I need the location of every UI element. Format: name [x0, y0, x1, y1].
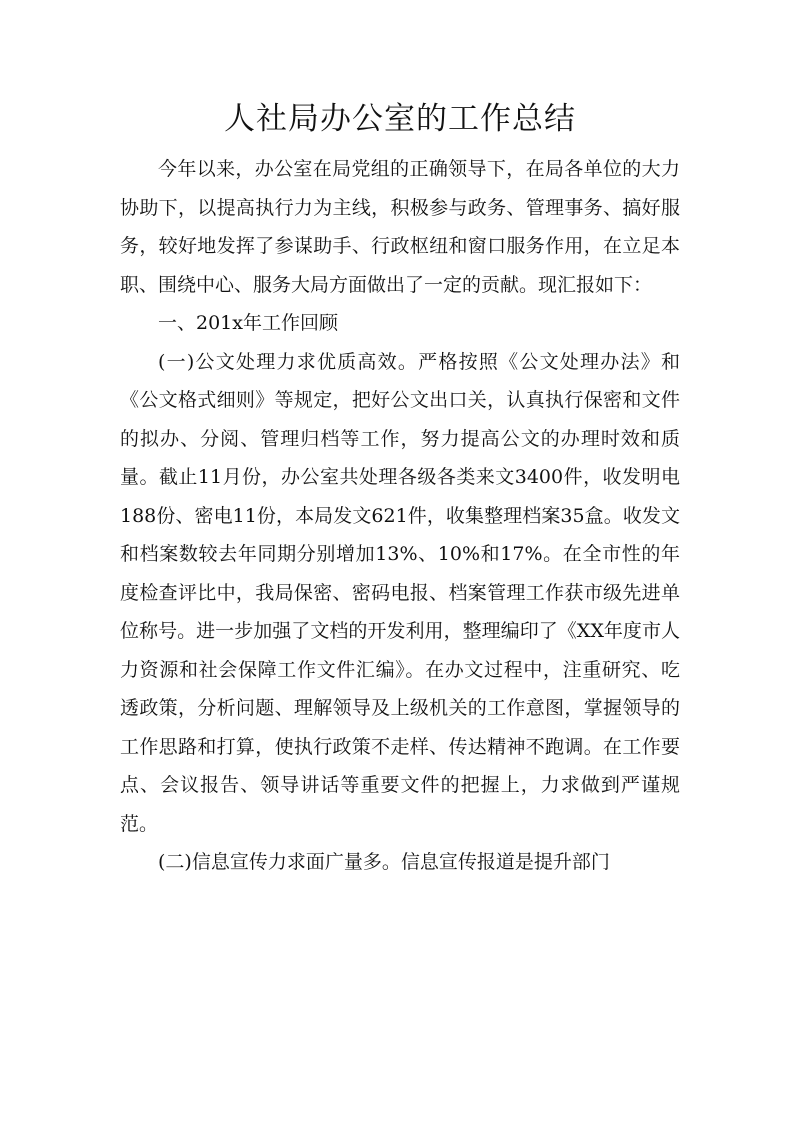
subsection-paragraph-2: (二)信息宣传力求面广量多。信息宣传报道是提升部门	[158, 851, 610, 873]
document-title: 人社局办公室的工作总结	[224, 101, 576, 137]
document-body	[120, 150, 680, 882]
subsection-paragraph-1: (一)公文处理力求优质高效。严格按照《公文处理办法》和《公文格式细则》等规定，把好公文出口关，认真执行保密和文件的拟办、分阅、管理归档等工作，努力提高公文的办理时效和质量。截止11月份，办公室共处理各级各类来文3400件，收发明电188份、密电11份，本局发文621件，收集整理档案35盒。收发文和档案数较去年同期分别增加13%、10%和17%。在全市性的年度检查评比中，我局保密、密码电报、档案管理工作获市级先进单位称号。进一步加强了文档的开发利用，整理编印了《XX年度市人力资源和社会保障工作文件汇编》。在办文过程中，注重研究、吃透政策，分析问题、理解领导及上级机关的工作意图，掌握领导的工作思路和打算，使执行政策不走样、传达精神不跑调。在工作要点、会议报告、领导讲话等重要文件的把握上，力求做到严谨规范。	[120, 350, 680, 835]
section-heading: 一、201x年工作回顾	[158, 312, 338, 334]
intro-paragraph: 今年以来，办公室在局党组的正确领导下，在局各单位的大力协助下，以提高执行力为主线，积极参与政务、管理事务、搞好服务，较好地发挥了参谋助手、行政枢纽和窗口服务作用，在立足本职、围绕中心、服务大局方面做出了一定的贡献。现汇报如下：	[120, 158, 680, 296]
